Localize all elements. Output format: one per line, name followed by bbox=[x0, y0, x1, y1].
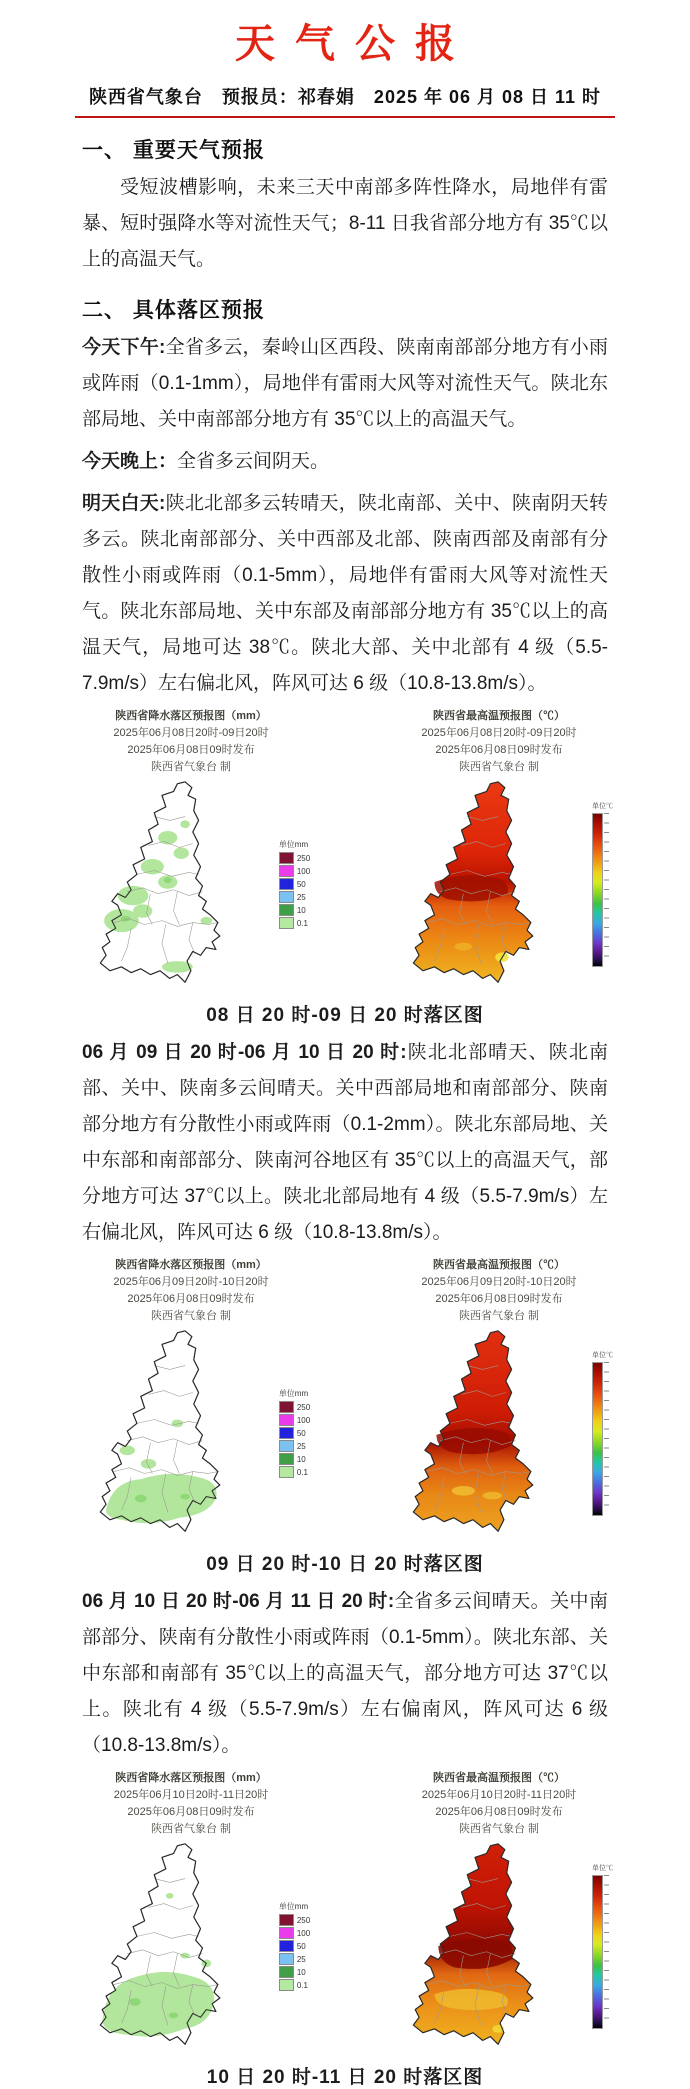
temperature-colorbar bbox=[592, 1362, 603, 1516]
colorbar-ticks bbox=[604, 813, 609, 965]
legend-swatch bbox=[279, 904, 294, 916]
map-title: 陕西省降水落区预报图（mm） bbox=[115, 1772, 267, 1784]
temperature-legend bbox=[592, 1863, 613, 2029]
map-producer: 陕西省气象台 制 bbox=[458, 761, 540, 773]
legend-entry bbox=[279, 878, 310, 891]
map-header bbox=[46, 1257, 336, 1325]
forecast-figure-day3 bbox=[0, 1770, 690, 2089]
legend-entry bbox=[279, 1453, 310, 1466]
legend-title: 单位mm bbox=[278, 839, 309, 849]
paragraph-text: 陕北北部多云转晴天，陕北南部、关中、陕南阴天转多云。陕北南部部分、关中西部及北部、陕南西部及南部有分散性小雨或阵雨（0.1-5mm），局地伴有雷雨大风等对流性天气。陕北东部局地、关中东部及南部部分地方有 35℃以上的高温天气，局地可达 38℃。陕北大部、关中北部有 4 级（5.5-7.9m/s）左右偏北风，阵风可达 6 级（10.8-13.8m/s）。 bbox=[82, 493, 608, 694]
legend-title: 单位℃ bbox=[592, 1352, 613, 1359]
temperature-map bbox=[385, 778, 590, 990]
map-title: 陕西省降水落区预报图（mm） bbox=[115, 710, 267, 722]
map-issue-time: 2025年06月08日09时发布 bbox=[127, 1806, 255, 1818]
map-producer: 陕西省气象台 制 bbox=[150, 1310, 232, 1322]
paragraph-lead: 06 月 10 日 20 时-06 月 11 日 20 时: bbox=[82, 1591, 395, 1612]
legend-entry bbox=[279, 891, 310, 904]
section1-paragraph: 受短波槽影响，未来三天中南部多阵性降水，局地伴有雷暴、短时强降水等对流性天气；8-11 日我省部分地方有 35℃以上的高温天气。 bbox=[82, 177, 608, 270]
map-header bbox=[354, 1257, 644, 1325]
legend-swatch bbox=[279, 865, 294, 877]
map-issue-time: 2025年06月08日09时发布 bbox=[127, 744, 255, 756]
legend-entry bbox=[279, 1979, 310, 1992]
legend-swatch bbox=[279, 1914, 294, 1926]
legend-entry bbox=[279, 1966, 310, 1979]
legend-entry bbox=[279, 1914, 310, 1927]
legend-entry bbox=[279, 865, 310, 878]
map-valid-time: 2025年06月09日20时-10日20时 bbox=[113, 1276, 269, 1288]
temperature-map-panel bbox=[354, 1770, 644, 2052]
precip-map-panel bbox=[46, 708, 336, 990]
map-producer: 陕西省气象台 制 bbox=[150, 761, 232, 773]
legend-label: 100 bbox=[296, 1928, 311, 1938]
page-title: 天气公报 bbox=[235, 22, 475, 66]
section2-heading: 二、 具体落区预报 bbox=[82, 299, 265, 322]
legend-swatch bbox=[279, 1401, 294, 1413]
precipitation-legend bbox=[279, 1901, 310, 1992]
legend-entry bbox=[279, 1927, 310, 1940]
forecast-tomorrow bbox=[82, 486, 608, 702]
section1-heading: 一、 重要天气预报 bbox=[82, 139, 265, 162]
forecast-day2 bbox=[82, 1035, 608, 1251]
byline-row bbox=[0, 83, 690, 118]
legend-swatch bbox=[279, 852, 294, 864]
legend-label: 250 bbox=[296, 1402, 311, 1412]
map-producer: 陕西省气象台 制 bbox=[458, 1310, 540, 1322]
legend-title: 单位℃ bbox=[592, 803, 613, 810]
forecast-today-afternoon bbox=[82, 330, 608, 438]
legend-title: 单位℃ bbox=[592, 1865, 613, 1872]
legend-label: 25 bbox=[296, 892, 306, 902]
legend-label: 50 bbox=[296, 1941, 306, 1951]
legend-title: 单位mm bbox=[278, 1901, 309, 1911]
legend-label: 100 bbox=[296, 1415, 311, 1425]
map-header bbox=[46, 708, 336, 776]
map-title: 陕西省最高温预报图（℃） bbox=[433, 710, 565, 722]
paragraph-lead: 06 月 09 日 20 时-06 月 10 日 20 时: bbox=[82, 1042, 407, 1063]
map-issue-time: 2025年06月08日09时发布 bbox=[435, 1293, 563, 1305]
legend-label: 25 bbox=[296, 1441, 306, 1451]
precip-map-panel bbox=[46, 1770, 336, 2052]
temperature-legend bbox=[592, 1350, 613, 1516]
legend-swatch bbox=[279, 878, 294, 890]
legend-swatch bbox=[279, 1427, 294, 1439]
temperature-map bbox=[385, 1840, 590, 2052]
figure-caption: 09 日 20 时-10 日 20 时落区图 bbox=[206, 1554, 484, 1575]
colorbar-ticks bbox=[604, 1875, 609, 2027]
legend-swatch bbox=[279, 1966, 294, 1978]
legend-label: 100 bbox=[296, 866, 311, 876]
legend-label: 50 bbox=[296, 1428, 306, 1438]
forecast-figure-day2 bbox=[0, 1257, 690, 1576]
temperature-legend bbox=[592, 801, 613, 967]
map-valid-time: 2025年06月10日20时-11日20时 bbox=[113, 1789, 269, 1801]
map-issue-time: 2025年06月08日09时发布 bbox=[435, 744, 563, 756]
colorbar-ticks bbox=[604, 1362, 609, 1514]
map-title: 陕西省最高温预报图（℃） bbox=[433, 1772, 565, 1784]
figure-caption: 08 日 20 时-09 日 20 时落区图 bbox=[206, 1005, 484, 1026]
legend-entry bbox=[279, 1953, 310, 1966]
precip-map-panel bbox=[46, 1257, 336, 1539]
forecast-tonight bbox=[82, 444, 608, 480]
map-issue-time: 2025年06月08日09时发布 bbox=[127, 1293, 255, 1305]
temperature-map-panel bbox=[354, 708, 644, 990]
paragraph-lead: 明天白天: bbox=[82, 493, 166, 514]
temperature-colorbar bbox=[592, 813, 603, 967]
legend-swatch bbox=[279, 1940, 294, 1952]
map-issue-time: 2025年06月08日09时发布 bbox=[435, 1806, 563, 1818]
map-valid-time: 2025年06月10日20时-11日20时 bbox=[421, 1789, 577, 1801]
legend-label: 250 bbox=[296, 1915, 311, 1925]
paragraph-text: 全省多云间晴天。关中南部部分、陕南有分散性小雨或阵雨（0.1-5mm）。陕北东部、关中东部和南部有 35℃以上的高温天气，部分地方可达 37℃以上。陕北有 4 级（5.5-7.9m/s）左右偏南风，阵风可达 6 级（10.8-13.8m/s）。 bbox=[82, 1591, 608, 1756]
map-valid-time: 2025年06月09日20时-10日20时 bbox=[421, 1276, 577, 1288]
paragraph-lead: 今天下午: bbox=[82, 337, 166, 358]
map-header bbox=[46, 1770, 336, 1838]
byline: 陕西省气象台 预报员：祁春娟 2025 年 06 月 08 日 11 时 bbox=[75, 83, 615, 118]
legend-entry bbox=[279, 917, 310, 930]
paragraph-text: 全省多云间阴天。 bbox=[177, 451, 330, 472]
map-producer: 陕西省气象台 制 bbox=[458, 1823, 540, 1835]
legend-title: 单位mm bbox=[278, 1388, 309, 1398]
legend-label: 0.1 bbox=[296, 1467, 308, 1477]
legend-entry bbox=[279, 1940, 310, 1953]
legend-swatch bbox=[279, 891, 294, 903]
legend-label: 250 bbox=[296, 853, 311, 863]
legend-swatch bbox=[279, 1440, 294, 1452]
legend-swatch bbox=[279, 1953, 294, 1965]
map-valid-time: 2025年06月08日20时-09日20时 bbox=[113, 727, 269, 739]
temperature-colorbar bbox=[592, 1875, 603, 2029]
legend-entry bbox=[279, 1414, 310, 1427]
temperature-map bbox=[385, 1327, 590, 1539]
legend-swatch bbox=[279, 1927, 294, 1939]
legend-label: 10 bbox=[296, 1967, 306, 1977]
map-producer: 陕西省气象台 制 bbox=[150, 1823, 232, 1835]
legend-label: 50 bbox=[296, 879, 306, 889]
precipitation-map bbox=[72, 778, 277, 990]
legend-label: 10 bbox=[296, 905, 306, 915]
legend-swatch bbox=[279, 1414, 294, 1426]
map-title: 陕西省降水落区预报图（mm） bbox=[115, 1259, 267, 1271]
legend-swatch bbox=[279, 1466, 294, 1478]
precipitation-legend bbox=[279, 839, 310, 930]
legend-entry bbox=[279, 904, 310, 917]
precipitation-map bbox=[72, 1327, 277, 1539]
precipitation-map bbox=[72, 1840, 277, 2052]
figure-caption: 10 日 20 时-11 日 20 时落区图 bbox=[206, 2067, 484, 2088]
legend-entry bbox=[279, 852, 310, 865]
legend-label: 0.1 bbox=[296, 918, 308, 928]
forecast-day3 bbox=[82, 1584, 608, 1764]
legend-swatch bbox=[279, 1979, 294, 1991]
bulletin-body bbox=[0, 134, 690, 702]
forecast-figure-day1 bbox=[0, 708, 690, 1027]
legend-label: 25 bbox=[296, 1954, 306, 1964]
legend-swatch bbox=[279, 1453, 294, 1465]
legend-swatch bbox=[279, 917, 294, 929]
paragraph-text: 全省多云，秦岭山区西段、陕南南部部分地方有小雨或阵雨（0.1-1mm），局地伴有雷雨大风等对流性天气。陕北东部局地、关中南部部分地方有 35℃以上的高温天气。 bbox=[82, 337, 608, 430]
temperature-map-panel bbox=[354, 1257, 644, 1539]
legend-entry bbox=[279, 1427, 310, 1440]
map-valid-time: 2025年06月08日20时-09日20时 bbox=[421, 727, 577, 739]
precipitation-legend bbox=[279, 1388, 310, 1479]
legend-entry bbox=[279, 1401, 310, 1414]
map-title: 陕西省最高温预报图（℃） bbox=[433, 1259, 565, 1271]
paragraph-lead: 今天晚上： bbox=[82, 451, 178, 472]
paragraph-text: 陕北北部晴天、陕北南部、关中、陕南多云间晴天。关中西部局地和南部部分、陕南部分地方有分散性小雨或阵雨（0.1-2mm）。陕北东部局地、关中东部和南部部分、陕南河谷地区有 35℃以上的高温天气，部分地方可达 37℃以上。陕北北部局地有 4 级（5.5-7.9m/s）左右偏北风，阵风可达 6 级（10.8-13.8m/s）。 bbox=[82, 1042, 608, 1243]
map-header bbox=[354, 1770, 644, 1838]
map-header bbox=[354, 708, 644, 776]
legend-label: 0.1 bbox=[296, 1980, 308, 1990]
legend-entry bbox=[279, 1440, 310, 1453]
legend-entry bbox=[279, 1466, 310, 1479]
legend-label: 10 bbox=[296, 1454, 306, 1464]
